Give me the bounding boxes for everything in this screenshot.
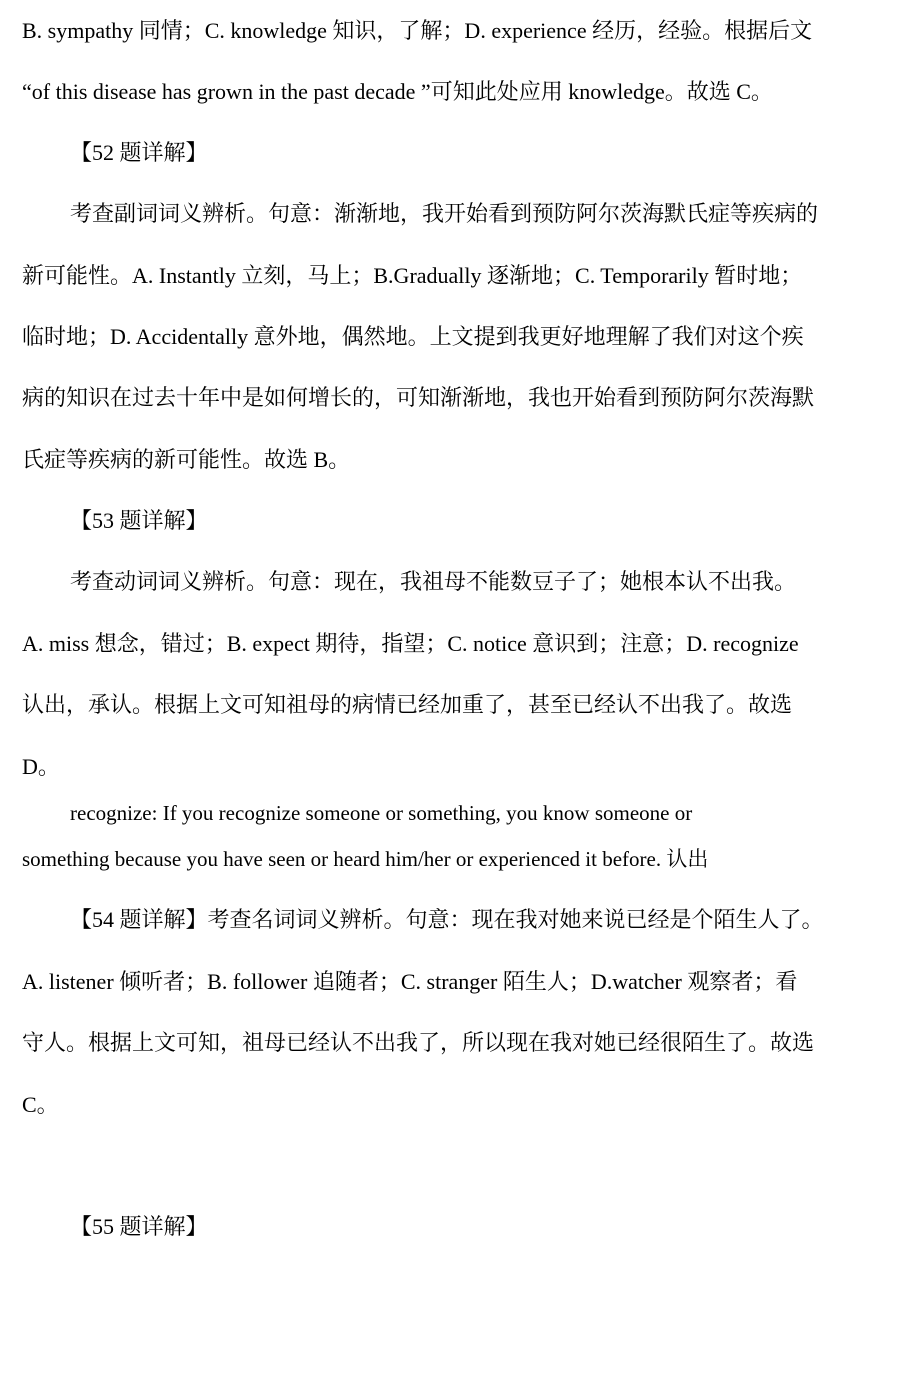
text-line: 考查副词词义辨析。句意：渐渐地，我开始看到预防阿尔茨海默氏症等疾病的 [70, 201, 819, 226]
text-line: 临时地；D. Accidentally 意外地，偶然地。上文提到我更好地理解了我们对这个疾 [22, 324, 804, 349]
text-line: “of this disease has grown in the past decade ”可知此处应用 knowledge。故选 C。 [22, 79, 773, 104]
text-line: 考查动词词义辨析。句意：现在，我祖母不能数豆子了；她根本认不出我。 [70, 569, 797, 594]
section-heading-52: 【52 题详解】 [70, 140, 208, 165]
text-line: 氏症等疾病的新可能性。故选 B。 [22, 447, 351, 472]
definition-line: recognize: If you recognize someone or something, you know someone or [70, 801, 693, 825]
section-heading-55: 【55 题详解】 [70, 1214, 208, 1239]
section-heading-54: 【54 题详解】考查名词词义辨析。句意：现在我对她来说已经是个陌生人了。 [70, 907, 824, 932]
text-line: 认出，承认。根据上文可知祖母的病情已经加重了，甚至已经认不出我了。故选 [22, 692, 793, 717]
text-line: C。 [22, 1092, 59, 1117]
text-line: D。 [22, 754, 60, 779]
text-line: 新可能性。A. Instantly 立刻，马上；B.Gradually 逐渐地；C. Temporarily 暂时地； [22, 263, 803, 288]
text-line: A. listener 倾听者；B. follower 追随者；C. stranger 陌生人；D.watcher 观察者；看 [22, 969, 798, 994]
text-line: B. sympathy 同情；C. knowledge 知识，了解；D. experience 经历，经验。根据后文 [22, 18, 813, 43]
section-heading-53: 【53 题详解】 [70, 508, 208, 533]
text-line: 病的知识在过去十年中是如何增长的，可知渐渐地，我也开始看到预防阿尔茨海默 [22, 385, 815, 410]
text-line: A. miss 想念，错过；B. expect 期待，指望；C. notice 意识到；注意；D. recognize [22, 631, 799, 656]
text-line: 守人。根据上文可知，祖母已经认不出我了，所以现在我对她已经很陌生了。故选 [22, 1030, 815, 1055]
definition-line: something because you have seen or heard him/her or experienced it before. 认出 [22, 847, 709, 871]
